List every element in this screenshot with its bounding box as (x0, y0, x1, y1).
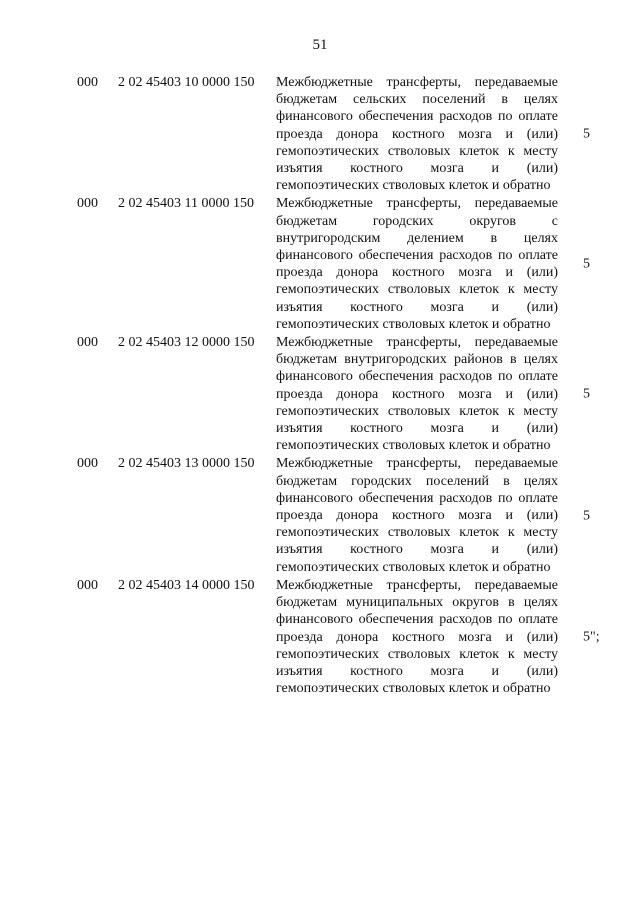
budget-classification-code: 2 02 45403 14 0000 150 (118, 577, 255, 593)
admin-code: 000 (77, 75, 98, 90)
table-row (0, 74, 640, 194)
norm-value: 5 (583, 508, 590, 524)
revenue-name: Межбюджетные трансферты, передаваемые бюджетам городских поселений в целях финансового обеспечения расходов по оплате проезда донора костного мозга и (или) гемопоэтических стволовых клеток к месту изъятия костного мозга и (или) гемопоэтических стволовых клеток и обратно (276, 456, 558, 575)
revenue-name: Межбюджетные трансферты, передаваемые бюджетам внутригородских районов в целях финансового обеспечения расходов по оплате проезда донора костного мозга и (или) гемопоэтических стволовых клеток к месту изъятия костного мозга и (или) гемопоэтических стволовых клеток и обратно (276, 335, 558, 454)
norm-value: 5 (583, 126, 590, 142)
admin-code: 000 (77, 456, 98, 472)
admin-code: 000 (77, 335, 98, 351)
table-row (0, 455, 640, 575)
revenue-name: Межбюджетные трансферты, передаваемые бюджетам городских округов с внутригородским делением в целях финансового обеспечения расходов по оплате проезда донора костного мозга и (или) гемопоэтических стволовых клеток к месту изъятия костного мозга и (или) гемопоэтических стволовых клеток и обратно (276, 196, 558, 332)
budget-classification-code: 2 02 45403 12 0000 150 (118, 335, 255, 351)
table-row (0, 577, 640, 697)
table-row (0, 195, 640, 333)
table-row (0, 334, 640, 454)
admin-code: 000 (77, 577, 98, 593)
norm-value: 5 (583, 256, 590, 272)
budget-classification-code: 2 02 45403 13 0000 150 (118, 456, 255, 472)
revenue-name: Межбюджетные трансферты, передаваемые бюджетам муниципальных округов в целях финансового обеспечения расходов по оплате проезда донора костного мозга и (или) гемопоэтических стволовых клеток к месту изъятия костного мозга и (или) гемопоэтических стволовых клеток и обратно (276, 577, 558, 697)
norm-value: 5"; (583, 629, 600, 645)
norm-value: 5 (583, 386, 590, 402)
budget-classification-code: 2 02 45403 10 0000 150 (118, 75, 255, 90)
page-number: 51 (312, 37, 328, 53)
revenue-name: Межбюджетные трансферты, передаваемые бюджетам сельских поселений в целях финансового обеспечения расходов по оплате проезда донора костного мозга и (или) гемопоэтических стволовых клеток к месту изъятия костного мозга и (или) гемопоэтических стволовых клеток и обратно (276, 75, 558, 194)
budget-classification-code: 2 02 45403 11 0000 150 (118, 196, 254, 212)
budget-codes-table (0, 74, 640, 698)
admin-code: 000 (77, 196, 98, 212)
